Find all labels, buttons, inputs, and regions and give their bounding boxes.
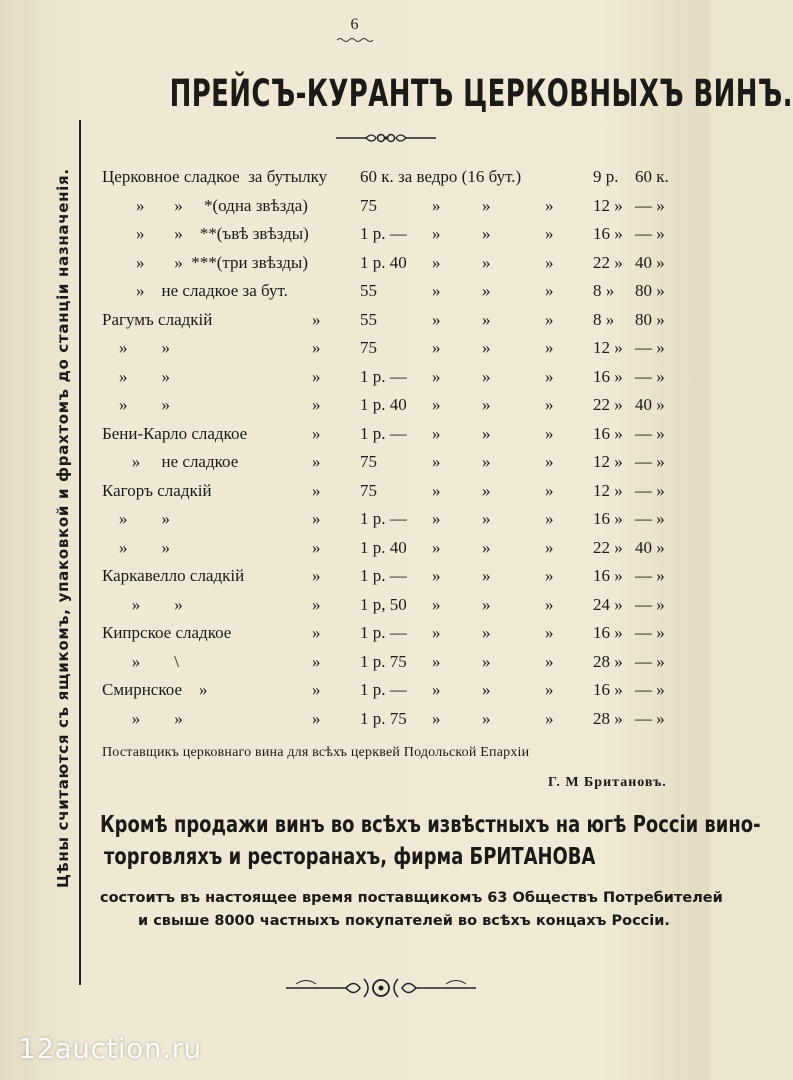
price-cell-kop: — » [635,708,665,728]
price-row [0,538,709,566]
price-cell-q3: » [545,395,554,414]
price-cell-kop: — » [635,651,665,671]
price-cell-q3: » [545,452,554,471]
price-cell-q3: » [545,537,554,557]
price-cell-x1: » [312,395,321,414]
price-cell-x1: » [312,537,321,557]
price-cell-q3: » [545,651,554,671]
price-cell-q1: » [432,252,441,272]
price-cell-q1: » [432,309,441,329]
price-row [0,595,709,623]
price-cell-price: 1 р, 50 [360,594,407,614]
price-cell-rub: 9 р. [593,167,619,186]
price-cell-rub: 22 » [593,395,623,414]
price-cell-kop: 60 к. [635,167,669,186]
price-cell-q2: » [482,566,491,585]
price-cell-rub: 16 » [593,423,623,443]
price-cell-kop: — » [635,338,665,357]
price-row [0,196,709,224]
price-cell-kop: — » [635,623,665,642]
price-cell-q3: » [545,224,554,243]
price-cell-q1: » [432,509,441,528]
page-number: 6 [350,16,359,33]
price-cell-q1: » [432,366,441,386]
price-row [0,709,709,737]
price-cell-name: Смирнское » [102,680,208,699]
price-cell-kop: — » [635,452,665,471]
price-cell-q3: » [545,623,554,642]
price-cell-price: 1 р. 75 [360,708,407,728]
price-cell-kop: 40 » [635,252,665,272]
price-cell-name: Кипрское сладкое [102,623,232,642]
price-cell-name: Рагумъ сладкiй [102,309,213,329]
bottom-ornament [286,975,476,1001]
price-cell-q1: » [432,566,441,585]
price-row [0,623,709,651]
price-cell-q1: » [432,537,441,557]
price-cell-rub: 22 » [593,252,623,272]
price-row [0,566,709,594]
squiggle-ornament [336,36,376,44]
price-cell-name: » » [102,338,170,357]
price-cell-q2: » [482,309,491,329]
price-row [0,452,709,480]
price-cell-q1: » [432,594,441,614]
price-row [0,253,709,281]
price-cell-name: Кагоръ сладкiй [102,480,212,500]
price-cell-rub: 12 » [593,338,623,357]
price-cell-q2: » [482,366,491,386]
price-cell-name: » не сладкое [102,452,239,471]
price-cell-price: 1 р. 40 [360,395,407,414]
price-cell-x1: » [312,423,321,443]
price-cell-q2: » [482,281,491,300]
price-cell-kop: — » [635,195,665,215]
price-cell-q3: » [545,708,554,728]
price-cell-price: 75 [360,338,377,357]
price-cell-name: » » ***(три звѣзды) [102,252,309,272]
price-cell-price: 75 [360,195,377,215]
price-cell-name: » » [102,509,170,528]
price-cell-x1: » [312,623,321,642]
price-cell-q3: » [545,281,554,300]
price-cell-rub: 22 » [593,537,623,557]
price-cell-q3: » [545,309,554,329]
price-cell-x1: » [312,480,321,500]
price-cell-q3: » [545,509,554,528]
signature: Г. М Британовъ. [548,775,667,790]
price-cell-price: 75 [360,452,377,471]
vertical-note: Цѣны считаются съ ящикомъ, упаковкой и фрахтомъ до станцiи назначенiя. [54,168,72,888]
watermark: 12auction.ru [18,1032,202,1065]
price-cell-name: » » [102,537,170,557]
price-cell-price: 1 р. — [360,623,407,642]
price-row [0,167,709,195]
price-cell-q2: » [482,480,491,500]
price-cell-name: » не сладкое за бут. [102,281,288,300]
price-cell-x1: » [312,680,321,699]
price-cell-rub: 28 » [593,708,623,728]
promo-line-3: состоитъ въ настоящее время поставщикомъ 63 Обществъ Потребителей [100,890,723,906]
promo-line-1: Кромѣ продажи винъ во всѣхъ извѣстныхъ на югѣ Россiи вино- [100,812,761,838]
price-cell-x1: » [312,708,321,728]
price-cell-kop: 40 » [635,395,665,414]
price-cell-name: Каркавелло сладкiй [102,566,245,585]
price-row [0,310,709,338]
price-cell-q3: » [545,252,554,272]
price-cell-kop: — » [635,566,665,585]
price-cell-q2: » [482,395,491,414]
price-row [0,395,709,423]
price-row [0,367,709,395]
price-cell-x1: » [312,309,321,329]
price-cell-q1: » [432,708,441,728]
price-cell-rub: 16 » [593,680,623,699]
price-cell-q2: » [482,680,491,699]
price-cell-q2: » [482,651,491,671]
price-cell-kop: — » [635,480,665,500]
price-cell-q1: » [432,423,441,443]
price-cell-kop: 80 » [635,281,665,300]
price-cell-rub: 8 » [593,281,615,300]
price-cell-name: » » *(одна звѣзда) [102,195,308,215]
price-cell-q1: » [432,224,441,243]
price-cell-price: 1 р. — [360,566,407,585]
price-cell-price: 1 р. — [360,224,407,243]
price-cell-q1: » [432,680,441,699]
price-cell-rub: 16 » [593,509,623,528]
price-cell-rub: 16 » [593,224,623,243]
price-cell-rub: 16 » [593,366,623,386]
price-cell-kop: — » [635,423,665,443]
price-cell-name: » » [102,395,170,414]
price-cell-x1: » [312,509,321,528]
price-cell-x1: » [312,594,321,614]
price-cell-q3: » [545,195,554,215]
price-cell-price: 1 р. 75 [360,651,407,671]
price-cell-q1: » [432,651,441,671]
promo-line-2: торговляхъ и ресторанахъ, фирма БРИТАНОВА [104,844,596,870]
price-cell-name: » » [102,366,170,386]
price-cell-q1: » [432,452,441,471]
price-cell-rub: 16 » [593,566,623,585]
price-cell-rub: 8 » [593,309,615,329]
price-cell-kop: — » [635,509,665,528]
price-cell-q2: » [482,623,491,642]
price-cell-price: 1 р. 40 [360,252,407,272]
price-cell-q3: » [545,594,554,614]
price-cell-kop: — » [635,680,665,699]
price-row [0,652,709,680]
price-cell-price: 75 [360,480,377,500]
price-cell-q2: » [482,195,491,215]
price-cell-price: 1 р. 40 [360,537,407,557]
price-cell-name: » » **(ъвѣ звѣзды) [102,224,309,243]
price-cell-price: 60 к. за ведро (16 бут.) [360,167,522,186]
price-cell-q2: » [482,224,491,243]
price-cell-q1: » [432,195,441,215]
price-cell-kop: — » [635,366,665,386]
price-cell-name: » » [102,594,183,614]
price-cell-q2: » [482,452,491,471]
price-cell-q2: » [482,537,491,557]
price-cell-q2: » [482,509,491,528]
price-cell-q1: » [432,395,441,414]
price-cell-q3: » [545,680,554,699]
price-cell-rub: 12 » [593,452,623,471]
price-cell-price: 1 р. — [360,680,407,699]
price-cell-kop: — » [635,594,665,614]
price-cell-q2: » [482,252,491,272]
price-cell-price: 1 р. — [360,509,407,528]
price-cell-x1: » [312,651,321,671]
price-cell-kop: 40 » [635,537,665,557]
price-cell-name: » \ [102,651,179,671]
price-cell-x1: » [312,452,321,471]
price-cell-rub: 24 » [593,594,623,614]
price-cell-kop: — » [635,224,665,243]
price-cell-q3: » [545,423,554,443]
price-cell-rub: 16 » [593,623,623,642]
price-cell-q2: » [482,708,491,728]
price-cell-q3: » [545,366,554,386]
price-row [0,224,709,252]
price-cell-q1: » [432,623,441,642]
price-cell-q3: » [545,566,554,585]
price-cell-q2: » [482,594,491,614]
price-cell-q1: » [432,338,441,357]
price-row [0,338,709,366]
price-cell-price: 1 р. — [360,423,407,443]
price-row [0,424,709,452]
price-cell-q2: » [482,338,491,357]
price-cell-x1: » [312,566,321,585]
price-cell-price: 1 р. — [360,366,407,386]
price-cell-q1: » [432,480,441,500]
price-row [0,481,709,509]
price-cell-rub: 28 » [593,651,623,671]
price-cell-name: » » [102,708,183,728]
promo-line-4: и свыше 8000 частныхъ покупателей во всѣхъ концахъ Россiи. [138,913,670,929]
price-cell-price: 55 [360,281,377,300]
price-cell-rub: 12 » [593,195,623,215]
supplier-line: Поставщикъ церковнаго вина для всѣхъ церквей Подольской Епархiи [102,745,530,760]
price-row [0,281,709,309]
price-row [0,509,709,537]
price-cell-q2: » [482,423,491,443]
price-cell-q3: » [545,338,554,357]
price-row [0,680,709,708]
price-cell-kop: 80 » [635,309,665,329]
page-title: ПРЕЙСЪ-КУРАНТЪ ЦЕРКОВНЫХЪ ВИНЪ. [169,72,793,115]
price-cell-name: Бени-Карло сладкое [102,423,248,443]
price-cell-rub: 12 » [593,480,623,500]
price-cell-price: 55 [360,309,377,329]
price-cell-name: Церковное сладкое за бутылку [102,167,328,186]
price-cell-x1: » [312,366,321,386]
price-cell-q3: » [545,480,554,500]
price-cell-q1: » [432,281,441,300]
price-cell-x1: » [312,338,321,357]
title-ornament [336,130,436,146]
